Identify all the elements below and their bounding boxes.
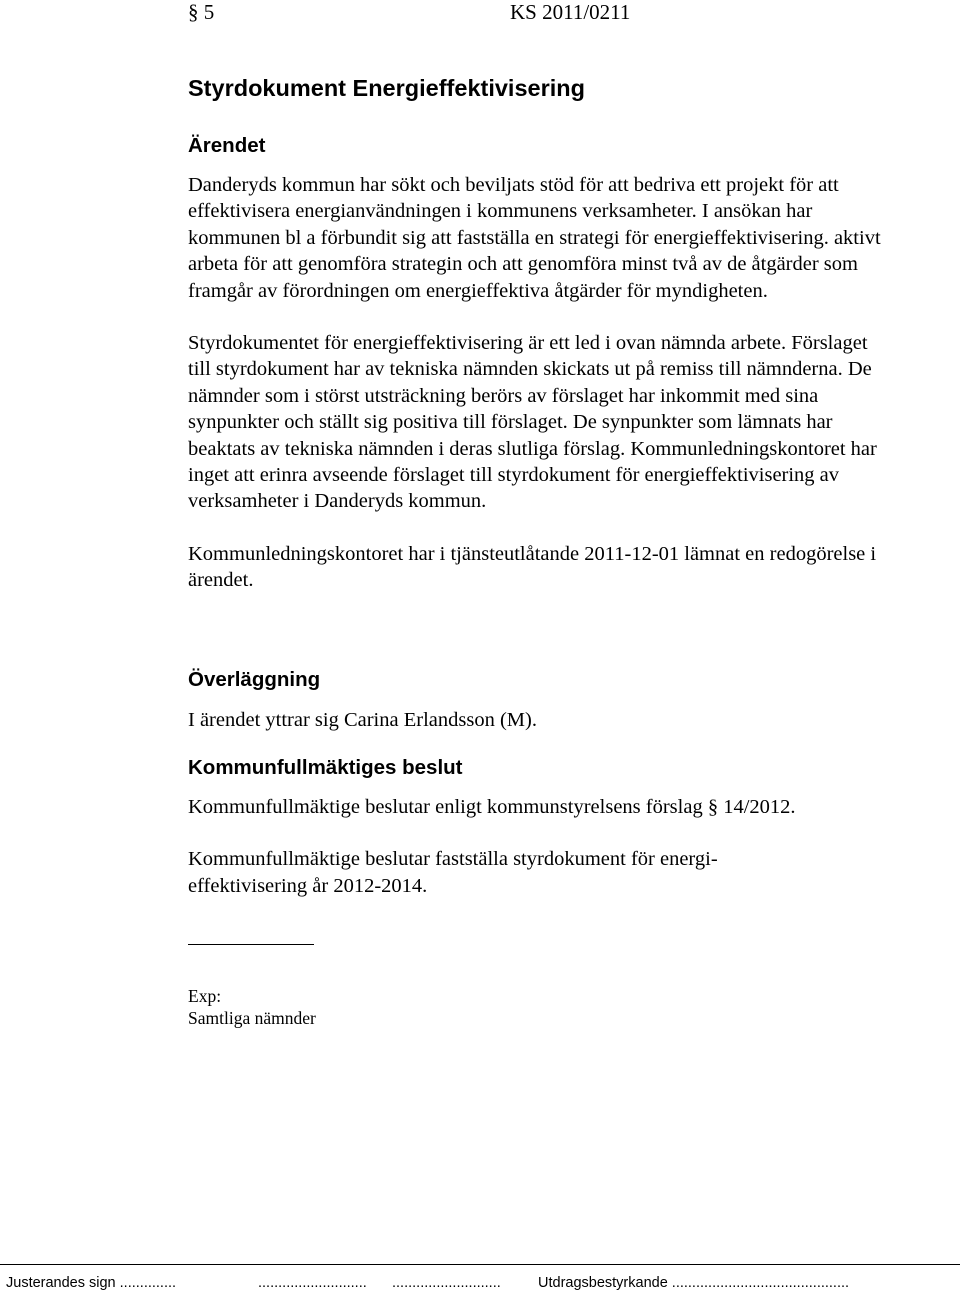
expedition-label: Exp: [188, 986, 222, 1006]
case-number: KS 2011/0211 [510, 0, 631, 24]
arendet-body [188, 172, 888, 594]
section-heading-beslut: Kommunfullmäktiges beslut [188, 756, 463, 779]
arendet-paragraph-3: Kommunledningskontoret har i tjänsteutlåtande 2011-12-01 lämnat en redogörelse i ärendet. [188, 542, 877, 592]
section-heading-overlaggning: Överläggning [188, 668, 321, 691]
beslut-paragraph-2: Kommunfullmäktige beslutar fastställa styrdokument för energi-effektivisering år 2012-2014. [188, 848, 718, 897]
expedition-block [188, 985, 316, 1029]
expedition-recipient: Samtliga nämnder [188, 1008, 316, 1028]
paragraph-number: § 5 [188, 0, 215, 24]
justerandes-sign: Justerandes sign .............. [6, 1275, 177, 1291]
beslut-body [188, 794, 868, 899]
document-title: Styrdokument Energieffektivisering [188, 75, 585, 101]
overlaggning-body [188, 707, 888, 733]
signature-field-2: ........................... [258, 1275, 367, 1291]
page-footer [6, 1274, 956, 1292]
section-heading-arendet: Ärendet [188, 134, 266, 157]
footer-divider [0, 1264, 960, 1265]
arendet-paragraph-2: Styrdokumentet för energieffektivisering är ett led i ovan nämnda arbete. Förslaget till styrdokument har av tekniska nämnden skickats ut på remiss till nämnderna. De nämnder som i störst utsträckning berörs av förslaget har inkommit med sina synpunkter och ställt sig positiva till förslaget. De synpunkter som lämnats har beaktats av tekniska nämnden i deras slutliga förslag. Kommunledningskontoret har inget att erinra avseende förslaget till styrdokument för energieffektivisering av verksamheter i Danderyds kommun. [188, 332, 877, 513]
overlaggning-text: I ärendet yttrar sig Carina Erlandsson (M). [188, 709, 537, 731]
signature-divider [188, 944, 314, 945]
page-header [188, 0, 648, 24]
arendet-paragraph-1: Danderyds kommun har sökt och beviljats stöd för att bedriva ett projekt för att effektivisera energianvändningen i kommunens verksamheter. I ansökan har kommunen bl a förbundit sig att fastställa en strategi för energieffektivisering. aktivt arbeta för att genomföra strategin och att genomföra minst två av de åtgärder som framgår av förordningen om energieffektiva åtgärder för myndigheten. [188, 174, 881, 302]
utdragsbestyrkande: Utdragsbestyrkande ............................................ [538, 1275, 850, 1291]
signature-field-3: ........................... [392, 1275, 501, 1291]
beslut-paragraph-1: Kommunfullmäktige beslutar enligt kommunstyrelsens förslag § 14/2012. [188, 796, 796, 818]
